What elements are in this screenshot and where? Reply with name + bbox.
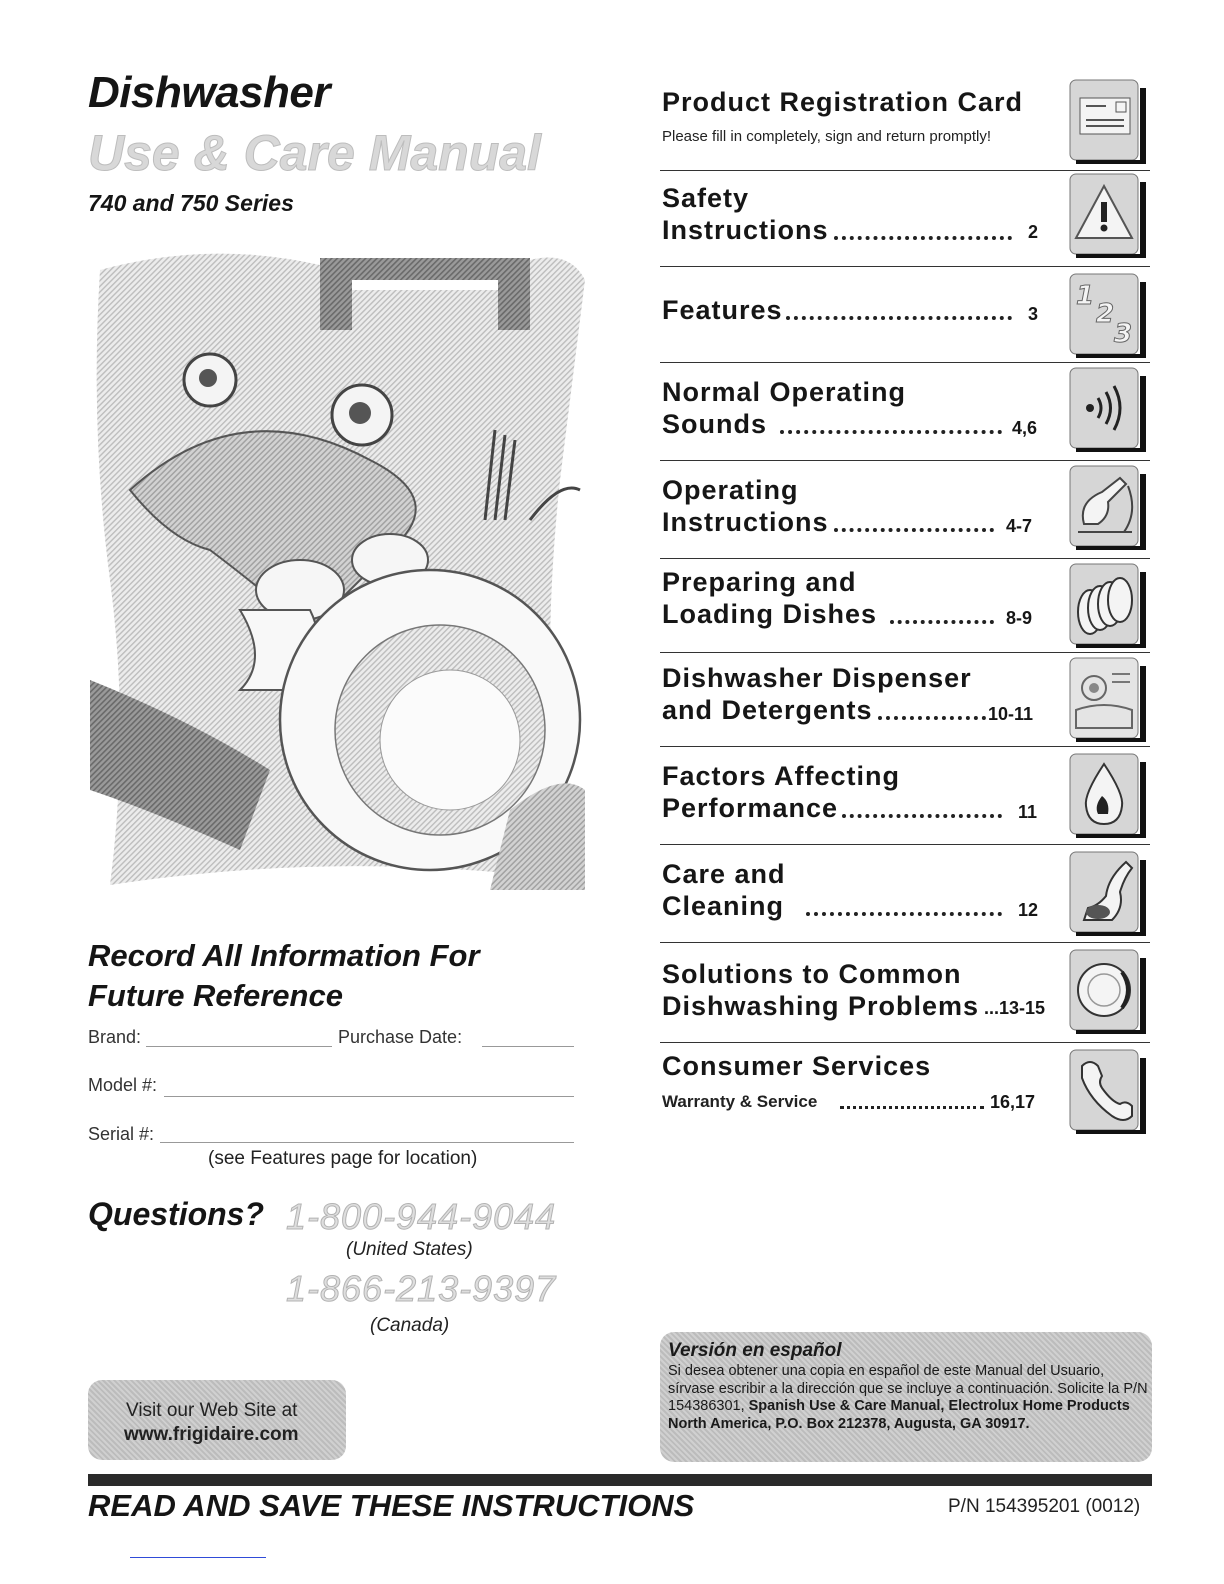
- toc-dot-leader: [834, 528, 994, 532]
- document-subtitle: Use & Care Manual: [88, 125, 541, 181]
- toc-item-features-line2[interactable]: Features: [662, 295, 783, 325]
- toc-divider: [660, 1042, 1150, 1043]
- spanish-version-title: Versión en español: [668, 1340, 842, 1361]
- cover-illustration: [90, 250, 585, 890]
- water-drop-icon: [1068, 750, 1148, 838]
- toc-consumer-sub-label[interactable]: Warranty & Service: [662, 1092, 818, 1111]
- toc-divider: [660, 844, 1150, 845]
- toc-dot-leader: [878, 716, 986, 720]
- toc-item-sounds-line2[interactable]: Sounds: [662, 409, 767, 439]
- serial-label: Serial #:: [88, 1124, 155, 1144]
- toc-item-performance-line2[interactable]: Performance: [662, 793, 839, 823]
- toc-item-loading-line2[interactable]: Loading Dishes: [662, 599, 878, 629]
- spanish-version-text: [668, 1363, 1148, 1433]
- toc-item-safety-page[interactable]: 2: [1028, 222, 1039, 242]
- toc-registration-subtitle: Please fill in completely, sign and return promptly!: [662, 128, 992, 145]
- toc-item-performance-line1[interactable]: Factors Affecting: [662, 761, 901, 791]
- serial-location-note: (see Features page for location): [208, 1148, 478, 1169]
- dispenser-icon: [1068, 654, 1148, 742]
- toc-divider: [660, 266, 1150, 267]
- region-canada: (Canada): [370, 1315, 450, 1336]
- record-info-heading: [88, 936, 588, 1016]
- model-field-line[interactable]: [164, 1096, 574, 1097]
- svg-text:1: 1: [1076, 281, 1095, 311]
- toc-consumer-title[interactable]: Consumer Services: [662, 1051, 932, 1081]
- toc-item-solutions-line2[interactable]: Dishwashing Problems: [662, 991, 980, 1021]
- region-us: (United States): [346, 1239, 473, 1260]
- toc-registration-title[interactable]: Product Registration Card: [662, 87, 1024, 117]
- toc-dot-leader: [806, 912, 1002, 916]
- spanish-text-bold: Spanish Use & Care Manual, Electrolux Home Products North America, P.O. Box 212378, Augusta, GA 30917.: [668, 1398, 1130, 1432]
- toc-dot-leader: [840, 1106, 984, 1109]
- toc-item-dispenser-line2[interactable]: and Detergents: [662, 695, 873, 725]
- questions-label: Questions?: [88, 1196, 265, 1232]
- dishes-icon: [1068, 560, 1148, 648]
- toc-item-operating-line1[interactable]: Operating: [662, 475, 799, 505]
- sound-waves-icon: [1068, 364, 1148, 452]
- toc-divider: [660, 942, 1150, 943]
- toc-divider: [660, 460, 1150, 461]
- record-heading-line2: Future Reference: [88, 978, 343, 1013]
- warning-icon: [1068, 170, 1148, 258]
- toc-divider: [660, 746, 1150, 747]
- svg-text:2: 2: [1096, 299, 1115, 329]
- footer-instructions: READ AND SAVE THESE INSTRUCTIONS: [88, 1488, 695, 1523]
- toc-item-loading-page[interactable]: 8-9: [1006, 608, 1033, 628]
- toc-consumer-page[interactable]: 16,17: [990, 1092, 1036, 1112]
- website-caption: Visit our Web Site at: [126, 1400, 298, 1421]
- serial-field-line[interactable]: [160, 1142, 574, 1143]
- toc-dot-leader: [834, 236, 1012, 240]
- finger-press-icon: [1068, 462, 1148, 550]
- phone-canada[interactable]: 1-866-213-9397: [286, 1268, 557, 1309]
- toc-dot-leader: [780, 430, 1002, 434]
- toc-item-dispenser-page[interactable]: 10-11: [988, 704, 1034, 724]
- svg-text:3: 3: [1114, 319, 1133, 349]
- purchase-date-label: Purchase Date:: [338, 1027, 463, 1047]
- part-number: P/N 154395201 (0012): [948, 1496, 1141, 1517]
- phone-us[interactable]: 1-800-944-9044: [286, 1196, 557, 1237]
- toc-item-loading-line1[interactable]: Preparing and: [662, 567, 857, 597]
- phone-icon: [1068, 1046, 1148, 1134]
- toc-divider: [660, 652, 1150, 653]
- toc-item-performance-page[interactable]: 11: [1018, 802, 1038, 822]
- toc-dot-leader: [890, 620, 994, 624]
- numbers-icon: [1068, 270, 1148, 358]
- toc-item-solutions-page[interactable]: ...13-15: [984, 998, 1046, 1018]
- toc-item-sounds-page[interactable]: 4,6: [1012, 418, 1038, 438]
- document-title: Dishwasher: [88, 68, 330, 117]
- toc-item-cleaning-line1[interactable]: Care and: [662, 859, 786, 889]
- toc-divider: [660, 558, 1150, 559]
- footer-bar: [88, 1474, 1152, 1486]
- brand-label: Brand:: [88, 1027, 142, 1047]
- toc-item-sounds-line1[interactable]: Normal Operating: [662, 377, 907, 407]
- toc-item-cleaning-page[interactable]: 12: [1018, 900, 1039, 920]
- cleaning-hand-icon: [1068, 848, 1148, 936]
- series-label: 740 and 750 Series: [88, 190, 294, 216]
- toc-item-safety-line1[interactable]: Safety: [662, 183, 750, 213]
- toc-item-solutions-line1[interactable]: Solutions to Common: [662, 959, 962, 989]
- website-url[interactable]: www.frigidaire.com: [124, 1424, 299, 1445]
- toc-item-cleaning-line2[interactable]: Cleaning: [662, 891, 785, 921]
- plate-icon: [1068, 946, 1148, 1034]
- record-heading-line1: Record All Information For: [88, 938, 480, 973]
- toc-dot-leader: [786, 316, 1012, 320]
- toc-divider: [660, 362, 1150, 363]
- purchase-date-field-line[interactable]: [482, 1046, 574, 1047]
- bottom-link-line: [130, 1557, 266, 1558]
- toc-item-operating-page[interactable]: 4-7: [1006, 516, 1033, 536]
- toc-item-dispenser-line1[interactable]: Dishwasher Dispenser: [662, 663, 972, 693]
- toc-item-safety-line2[interactable]: Instructions: [662, 215, 829, 245]
- toc-dot-leader: [842, 814, 1002, 818]
- spanish-text-plain: Si desea obtener una copia en español de este Manual del Usuario, sírvase escribir a la dirección que se incluye a continuación. Solicite la P/N 154386301,: [668, 1363, 1148, 1414]
- registration-card-icon: [1068, 76, 1148, 164]
- model-label: Model #:: [88, 1075, 158, 1095]
- toc-item-operating-line2[interactable]: Instructions: [662, 507, 829, 537]
- toc-item-features-page[interactable]: 3: [1028, 304, 1039, 324]
- brand-field-line[interactable]: [146, 1046, 332, 1047]
